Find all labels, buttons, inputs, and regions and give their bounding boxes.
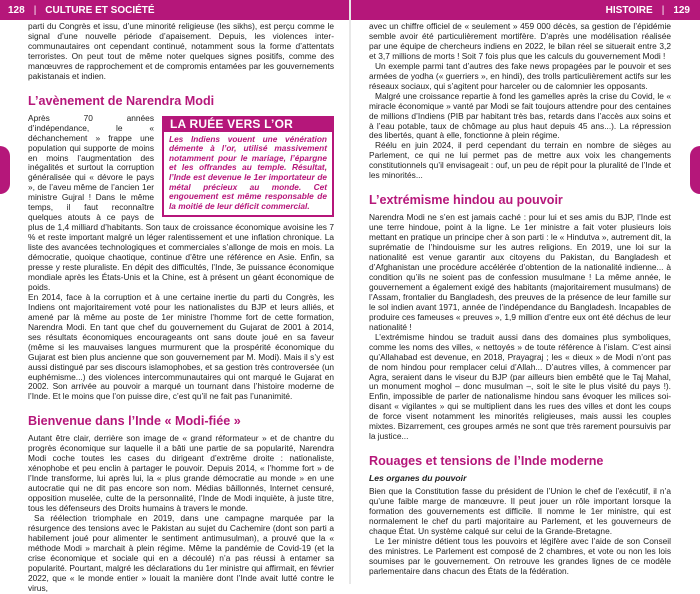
- left-section-title: CULTURE ET SOCIÉTÉ: [45, 4, 155, 16]
- right-intro-paragraph-3: Malgré une croissance repartie à fond les gamelles après la crise du Covid, le « miracle économique » vanté par Modi se fait toujours attendre pour des centaines de millions d’Indiens (PIB par habitant très bas, retards dans l’accès aux soins et à l’eau potable, taux de chômage au plus haut depuis 45 ans...). La répression des libertés, quant à elle, fonctionne à plein régime.: [369, 90, 671, 141]
- box-body: Les Indiens vouent une vénération démente à l’or, utilisé massivement notamment pour le mariage, l’épargne et les offrandes au temple. Résultat, l’Inde est devenue le 1er importateur de métal précieux au monde. Cet engouement est même responsable de la moitié de leur déficit commercial.: [169, 133, 327, 211]
- right-section-title: HISTOIRE: [605, 4, 653, 16]
- gold-rush-box: [162, 116, 334, 218]
- left-column: [28, 22, 334, 594]
- section-modifiee-paragraph-1: Autant être clair, derrière son image de « grand réformateur » et de chantre du progrès économique sur laquelle il a bâti une partie de sa popularité, Narendra Modi coche toutes les cases du dirigeant d’extrême droite : nationaliste, xénophobe et peu enclin à partager le pouvoir. Depuis 2014, « l’homme fort » de l’Inde transforme, lui après lui, la « plus grande démocratie au monde » en une autocratie qui ne dit pas encore son nom. Médias bâillonnés, Internet censuré, opposition muselée, culte de la personnalité, l’Inde de Modi inquiète, à juste titre, tous les défenseurs des Droits humains à travers le monde.: [28, 433, 334, 514]
- section-extremism-paragraph-2: L’extrémisme hindou se traduit aussi dans des domaines plus symboliques, comme les noms des villes, « nettoyés » de toute référence à l’islam. C’est ainsi qu’Allahabad est devenue, en 2018, Prayagraj ; les « dieux » de Modi n’ont pas de nom hindou pour remplacer celui d’Allah... D’autres villes, à commencer par Agra, seraient dans le viseur du BJP (par ailleurs bien embêté que le Taj Mahal, un monument moghol – donc musulman –, soit le site le plus visité du pays !). Enfin, impossible de parler de nationalisme hindou sans évoquer les milices soi-disant « vigilantes » qui se multiplient dans les rues des villes et dont les coups de force visent notamment les minorités religieuses, mais aussi les couples mixtes. Bizarrement, ces groupes armés ne sont que très rarement poursuivis par la justice...: [369, 331, 671, 442]
- header-separator: |: [33, 4, 37, 16]
- left-page-number: 128: [8, 4, 25, 16]
- right-intro-paragraph-2: Un exemple parmi tant d’autres des fake news propagées par le pouvoir et ses armées de yodha (« guerriers », en hindi), des trolls particulièrement actifs sur les réseaux sociaux, qui s’agitent pour harceler ou de calomnier les opposants.: [369, 60, 671, 91]
- section-modi-paragraph-2: En 2014, face à la corruption et à une certaine inertie du parti du Congrès, les Indiens ont majoritairement voté pour les nationalistes du BJP et leurs alliés, et amené par là même au poste de 1er ministre l’homme fort de cette formation, Narendra Modi. En tant que chef du gouvernement du Gujarat de 2001 à 2014, ses résultats économiques encourageants ont sans doute joué en sa faveur (même si les mauvaises langues murmurent que la prospérité économique du Gujarat est bien plus ancienne que son gouvernement par M. Modi). Mais il s’y est aussi distingué par ses discours islamophobes, et sa gestion très controversée (un euphémisme...) des violences intercommunautaires qui ont marqué le Gujarat en 2002. Son arrivée au pouvoir a marqué un tournant dans l’histoire moderne de l’Inde. Et le moins que l’on puisse dire, c’est qu’il ne fait pas l’unanimité.: [28, 291, 334, 402]
- right-column: [369, 22, 671, 577]
- section-extremism-paragraph-1: Narendra Modi ne s’en est jamais caché : pour lui et ses amis du BJP, l’Inde est une terre hindoue, point à la ligne. Le 1er ministre a fait voter plusieurs lois mettant en pratique un principe cher à son parti : le « Hindutva », autrement dit, la suprématie de l’hindouisme sur les autres religions. En 2019, une loi sur la nationalité est venue garantir aux citoyens du Pakistan, du Bangladesh et d’Afghanistan une procédure accélérée d’obtention de la nationalité indienne... à condition qu’ils ne soient pas de confession musulmane ! La même année, le gouvernement a également exigé des habitants (majoritairement musulmans) de l’Assam, frontalier du Bangladesh, des preuves de la présence de leur famille sur le sol indien avant 1971, année de l’indépendance du Bangladesh. Incapables de produire ces fameuses « preuves », 1,9 million d’entre eux ont été déchus de leur nationalité !: [369, 212, 671, 332]
- right-thumb-tab: [690, 146, 700, 194]
- right-intro-paragraph-1: avec un chiffre officiel de « seulement » 459 000 décès, sa gestion de l’épidémie semble avoir été particulièrement mortifère. D’après une modélisation réalisée par une équipe de chercheurs indiens en 2022, le bilan réel se situerait entre 3,2 et 3,7 millions de morts ! Soit 7 fois plus que les calculs du gouvernement Modi !: [369, 21, 671, 61]
- section-modifiee-paragraph-2: Sa réélection triomphale en 2019, dans une campagne marquée par la résurgence des tensions avec le Pakistan au sujet du Cachemire (dont son parti a habilement joué pour alimenter le sentiment antimusulman), a prouvé que la « méthode Modi » marchait à plein régime. Même la pandémie de Covid-19 (et la crise économique et sociale qui en a découlé) n’a pas réussi à entamer sa popularité. Pourtant, malgré les déclarations du 1er ministre qui affirmait, en février 2022, que « le monde entier » louait la manière dont l’Inde avait lutté contre le virus,: [28, 512, 334, 593]
- section-modi-paragraph-1: Après 70 années d’indépendance, le « déchanchement » frappe une population qui supporte de moins en moins l’augmentation des inégalités et surtout la corruption généralisée qui « dévore le pays », de l’aveu même de l’ancien 1er ministre Gujral ! Dans le même temps, il faut reconnaître quelques atouts à ce pays de plus de 1,4 milliard d’habitants. Son taux de croissance économique avoisine les 7 % et reste important malgré un léger ralentissement et une inflation chronique. La liste des avancées technologiques et commerciales s’allonge de mois en mois. La démocratie, quoique chaotique, continue d’être une référence en Asie. Enfin, sa presse y reste pluraliste. En dépit des difficultés, l’Inde, 3e puissance économique mondiale après les États-Unis et la Chine, est à présent un géant économique de poids.: [28, 112, 334, 292]
- subsection-title-pouvoir: Les organes du pouvoir: [369, 473, 467, 484]
- left-page-header: [0, 0, 349, 20]
- right-page-number: 129: [673, 4, 690, 16]
- left-intro-paragraph: parti du Congrès et issu, d’une minorité religieuse (les sikhs), est perçu comme le signal d’une nouvelle période d’apaisement. Depuis, les violences inter-communautaires ont cependant continué, notamment sous la forme d’attentats terroristes. On peut tout de même noter quelques signes positifs, comme des manœuvres de rapprochement et de compromis entamées par les gouvernements pakistanais et indien.: [28, 21, 334, 81]
- section-title-rouages: Rouages et tensions de l’Inde moderne: [369, 454, 604, 469]
- section-title-extremism: L’extrémisme hindou au pouvoir: [369, 193, 563, 208]
- right-page-header: [351, 0, 700, 20]
- right-intro-paragraph-4: Réélu en juin 2024, il perd cependant du terrain en nombre de sièges au Parlement, ce qui ne lui permet pas de mettre aux voix les changements constitutionnels qu’il envisageait : ouf, un peu de répit pour la pluralité de l’Inde et les minorités...: [369, 140, 671, 181]
- left-thumb-tab: [0, 146, 10, 194]
- section-rouages-paragraph-1: Bien que la Constitution fasse du président de l’Union le chef de l’exécutif, il n’a qu’une faible marge de manœuvre. Il peut jouer un rôle important lorsque la formation des gouvernements est difficile. Il nomme le 1er ministre, qui est normalement le chef du parti majoritaire au Parlement, et les gouverneurs de chaque État. Un système calqué sur celui de la Grande-Bretagne.: [369, 486, 671, 536]
- section-rouages-paragraph-2: Le 1er ministre détient tous les pouvoirs et légifère avec l’aide de son Conseil des ministres. Le Parlement est composé de 2 chambres, et vote ou non les lois soumises par le gouvernement. On retrouve les grandes lignes de ce modèle parlementaire dans chacun des États de la fédération.: [369, 535, 671, 576]
- section-title-modifiee: Bienvenue dans l’Inde « Modi-fiée »: [28, 414, 241, 429]
- header-separator: |: [661, 4, 665, 16]
- box-title: LA RUÉE VERS L’OR: [164, 118, 332, 132]
- page-gutter: [349, 0, 351, 584]
- section-title-modi: L’avènement de Narendra Modi: [28, 93, 215, 108]
